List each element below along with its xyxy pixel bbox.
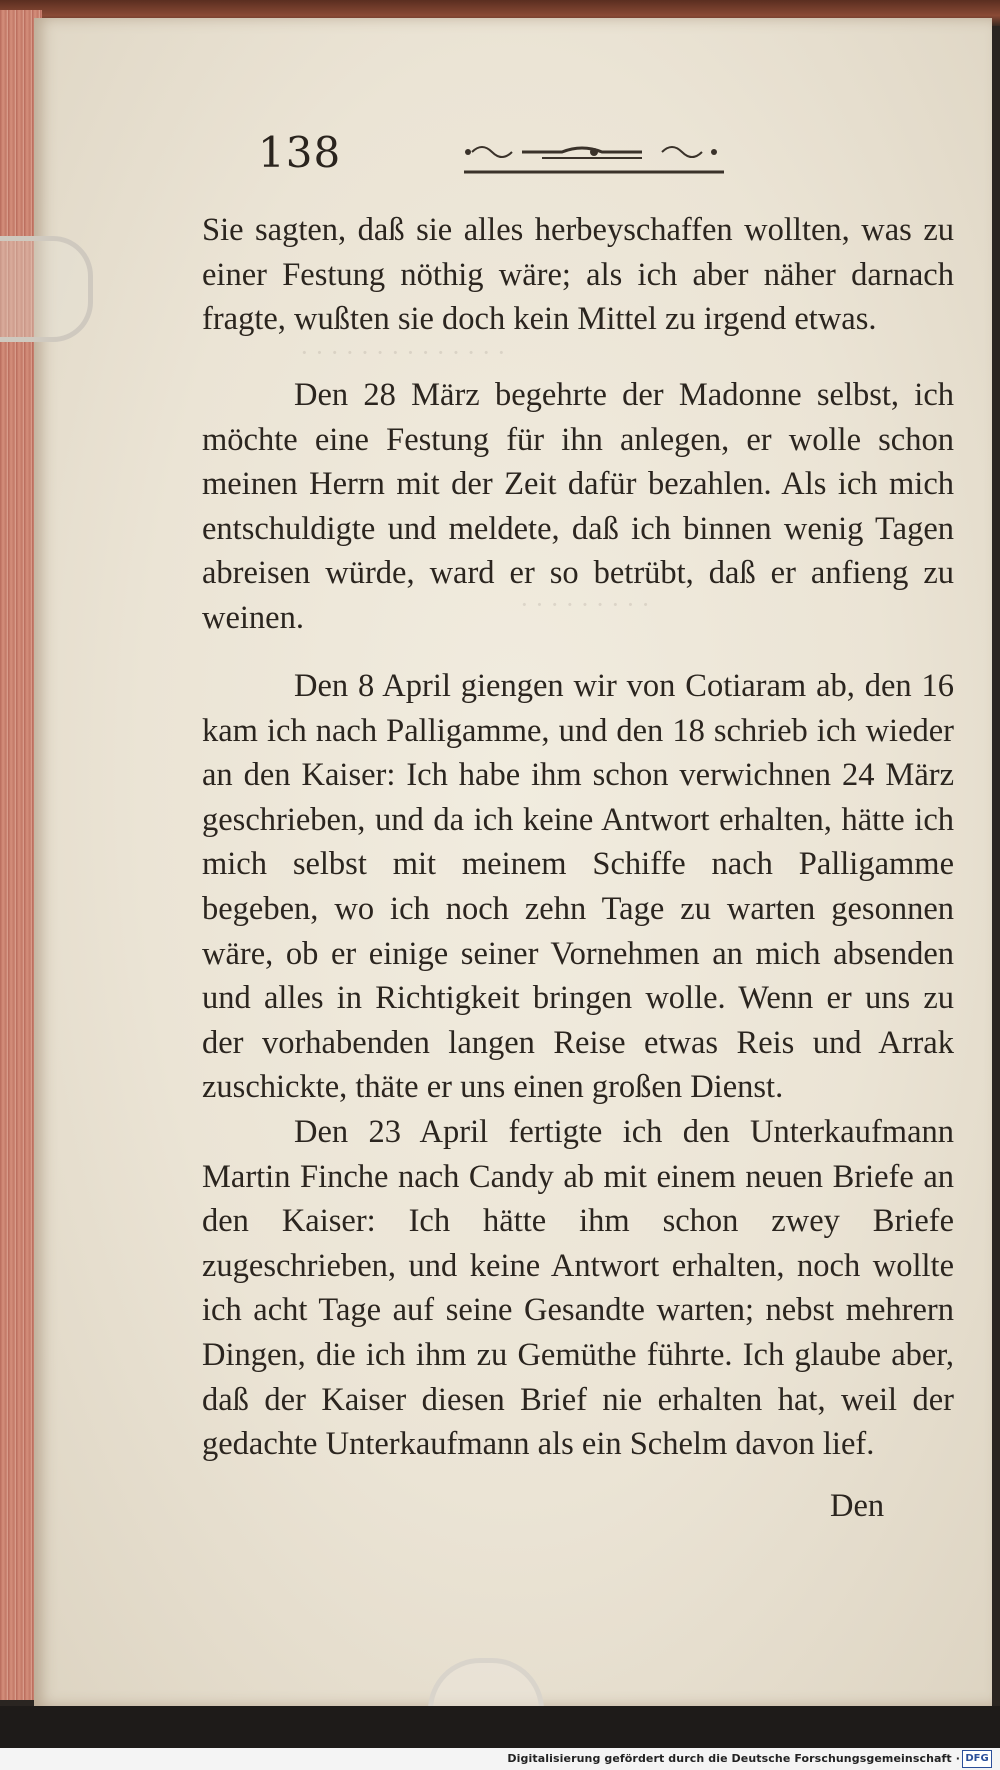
page-clip-left	[0, 236, 93, 342]
paragraph-text: Den 28 März begehrte der Madonne selbst, ich möchte eine Festung für ihn anlegen, er wolle schon meinen Herrn mit der Zeit dafür bezahlen. Als ich mich entschuldigte und meldete, daß ich binnen wenig Tagen abreisen würde, ward er so betrübt, daß er anfieng zu weinen.	[202, 377, 954, 636]
bleed-through: · · · · · · · · · · · · · ·	[300, 338, 506, 367]
paragraph-4	[202, 1110, 954, 1467]
paragraph-text: Den 8 April giengen wir von Cotiaram ab, den 16 kam ich nach Palligamme, und den 18 schrieb ich wieder an den Kaiser: Ich habe ihm schon verwichnen 24 März geschrieben, und da ich keine Antwort erhalten, hätte ich mich selbst mit meinem Schiffe nach Palligamme begeben, wo ich noch zehn Tage zu warten gesonnen wäre, ob er einige seiner Vornehmen an mich absenden und alles in Richtigkeit bringen wolle. Wenn er uns zu der vorhabenden langen Reise etwas Reis und Arrak zuschickte, thäte er uns einen großen Dienst.	[202, 668, 954, 1106]
dfg-logo: DFG	[962, 1750, 992, 1768]
paragraph-2	[202, 373, 954, 641]
paragraph-text: Den 23 April fertigte ich den Unterkaufmann Martin Finche nach Candy ab mit einem neuen Briefe an den Kaiser: Ich hätte ihm schon zwey Briefe zugeschrieben, und keine Antwort erhalten, noch wollte ich acht Tage auf seine Gesandte warten; nebst mehrern Dingen, die ich ihm zu Gemüthe führte. Ich glaube aber, daß der Kaiser diesen Brief nie erhalten hat, weil der gedachte Unterkaufmann als ein Schelm davon lief.	[202, 1114, 954, 1463]
header-ornament-icon	[462, 136, 726, 176]
page-number: 138	[258, 128, 342, 177]
paragraph-3	[202, 664, 954, 1110]
digitization-credit: Digitalisierung gefördert durch die Deutsche Forschungsgemeinschaft ·	[507, 1752, 960, 1765]
paragraph-text: Sie sagten, daß sie alles herbeyschaffen wollten, was zu einer Festung nöthig wäre; als ich aber näher darnach fragte, wußten sie doch kein Mittel zu irgend etwas.	[202, 212, 954, 338]
bleed-through: · · · · · · · · ·	[520, 590, 650, 619]
paragraph-1	[202, 208, 954, 342]
scanner-bed	[0, 1706, 1000, 1748]
catchword: Den	[830, 1488, 885, 1524]
